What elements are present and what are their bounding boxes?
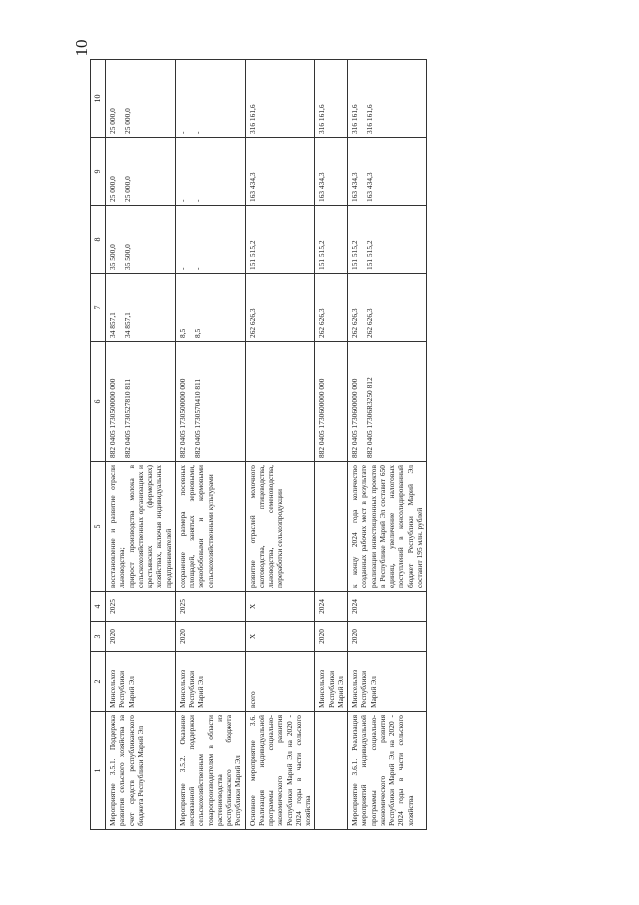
cell-col-9 [348, 138, 427, 206]
cell-col-10 [245, 60, 315, 138]
cell-line: 151 515,2 [247, 240, 257, 270]
table-row [106, 60, 176, 830]
cell-line: 8,5 [177, 328, 187, 338]
cell-line: 35 500,0 [108, 244, 117, 270]
cell-line: 882 0405 1730500000 000 [108, 378, 117, 458]
cell-col-8 [315, 206, 348, 274]
cell-col-10 [348, 60, 427, 138]
cell-col-4: X [245, 592, 315, 622]
cell-col-7 [348, 274, 427, 342]
cell-line: 163 434,3 [247, 172, 257, 202]
cell-line: 34 857,1 [123, 312, 133, 338]
cell-col-3: 2020 [315, 622, 348, 652]
cell-col-6 [106, 342, 176, 462]
column-header-3: 3 [91, 622, 106, 652]
cell-line: 882 0405 1730527810 811 [123, 378, 133, 458]
cell-col-8 [348, 206, 427, 274]
cell-line: 151 515,2 [350, 240, 359, 270]
cell-col-6 [245, 342, 315, 462]
cell-line: сохранение размера посевных площадей, занятых зерновыми, зернобобовыми и кормовыми сельскохозяйственными культурами [177, 465, 215, 588]
column-header-9: 9 [91, 138, 106, 206]
cell-col-6 [315, 342, 348, 462]
cell-line: 25 000,0 [123, 108, 133, 134]
cell-line: 163 434,3 [350, 172, 359, 202]
cell-line: 262 626,3 [365, 308, 375, 338]
cell-line: развитие отраслей молочного скотоводства, птицеводства, льноводства, семеноводства, переработки сельхозпродукции [247, 465, 285, 588]
column-header-6: 6 [91, 342, 106, 462]
page-number: 10 [72, 39, 91, 57]
cell-line: 25 000,0 [123, 176, 133, 202]
cell-col-9 [175, 138, 245, 206]
cell-col-7 [315, 274, 348, 342]
cell-col-3: X [245, 622, 315, 652]
table-row [315, 60, 348, 830]
column-header-10: 10 [91, 60, 106, 138]
cell-col-4: 2024 [348, 592, 427, 622]
cell-line: 151 515,2 [317, 240, 327, 270]
cell-line: - [177, 267, 187, 270]
cell-col-1: Основное мероприятие 3.6. Реализация индивидуальной программы социально-экономического развития Республики Марий Эл на 2020 - 2024 годы в части сельского хозяйства [245, 712, 315, 830]
cell-line: 262 626,3 [350, 308, 359, 338]
table-body [106, 60, 427, 830]
table-row [348, 60, 427, 830]
cell-col-10 [175, 60, 245, 138]
cell-line: 8,5 [193, 328, 202, 338]
column-header-2: 2 [91, 652, 106, 712]
cell-col-4: 2025 [106, 592, 176, 622]
cell-line: 34 857,1 [108, 312, 117, 338]
cell-line: - [177, 131, 187, 134]
cell-col-2: Минсельхоз Республики Марий Эл [315, 652, 348, 712]
cell-col-1 [315, 712, 348, 830]
cell-col-7 [175, 274, 245, 342]
cell-line: 316 161,6 [365, 104, 375, 134]
cell-col-2: всего [245, 652, 315, 712]
column-header-7: 7 [91, 274, 106, 342]
cell-line: 25 000,0 [108, 108, 117, 134]
cell-col-8 [175, 206, 245, 274]
cell-col-9 [315, 138, 348, 206]
cell-col-2: Минсельхоз Республики Марий Эл [106, 652, 176, 712]
cell-col-5 [315, 462, 348, 592]
cell-col-3: 2020 [175, 622, 245, 652]
cell-line: 316 161,6 [317, 104, 327, 134]
cell-line: - [193, 131, 202, 134]
cell-line: 151 515,2 [365, 240, 375, 270]
table-row [245, 60, 315, 830]
cell-line: 882 0405 1730600000 000 [350, 378, 359, 458]
cell-col-2: Минсельхоз Республики Марий Эл [348, 652, 427, 712]
cell-line: 35 500,0 [123, 244, 133, 270]
cell-col-5 [245, 462, 315, 592]
cell-col-7 [245, 274, 315, 342]
cell-col-1: Мероприятие 3.5.2. Оказание несвязанной поддержки сельскохозяйственным товаропроизводителям в области растениеводства из республиканского бюджета Республики Марий Эл [175, 712, 245, 830]
cell-line: прирост производства молока в сельскохозяйственных организациях и крестьянских (фермерских) хозяйствах, включая индивидуальных предпринимателей [126, 465, 173, 588]
budget-table-rotated [90, 60, 550, 830]
cell-line: 316 161,6 [247, 104, 257, 134]
cell-line: 262 626,3 [247, 308, 257, 338]
cell-line: 882 0405 17306R3250 812 [365, 377, 375, 458]
cell-line: 163 434,3 [365, 172, 375, 202]
cell-col-10 [106, 60, 176, 138]
table-header [91, 60, 106, 830]
cell-col-6 [175, 342, 245, 462]
column-header-4: 4 [91, 592, 106, 622]
cell-col-3: 2020 [348, 622, 427, 652]
cell-col-1: Мероприятие 3.5.1. Поддержка развития сельского хозяйства за счет средств республиканского бюджета Республики Марий Эл [106, 712, 176, 830]
cell-col-8 [245, 206, 315, 274]
cell-col-4: 2025 [175, 592, 245, 622]
cell-line: 262 626,3 [317, 308, 327, 338]
cell-col-7 [106, 274, 176, 342]
cell-col-4: 2024 [315, 592, 348, 622]
cell-col-5 [175, 462, 245, 592]
cell-line: 316 161,6 [350, 104, 359, 134]
cell-col-3: 2020 [106, 622, 176, 652]
cell-line: - [193, 199, 202, 202]
column-header-1: 1 [91, 712, 106, 830]
cell-line: к концу 2024 года количество созданных рабочих мест в результате реализации инвестиционных проектов в Республике Марий Эл составит 650 единиц, увеличение налоговых поступлений в консолидированный бюджет Республики Марий Эл составит 195 млн. рублей [350, 465, 424, 588]
cell-col-6 [348, 342, 427, 462]
cell-col-9 [245, 138, 315, 206]
cell-col-8 [106, 206, 176, 274]
cell-col-5 [348, 462, 427, 592]
cell-col-5 [106, 462, 176, 592]
cell-line: 882 0405 1730600000 000 [317, 378, 327, 458]
table-row [175, 60, 245, 830]
cell-line: 163 434,3 [317, 172, 327, 202]
cell-col-9 [106, 138, 176, 206]
cell-line: 882 0405 1730570410 811 [193, 378, 202, 458]
cell-line: - [177, 199, 187, 202]
cell-line: 25 000,0 [108, 176, 117, 202]
budget-table [90, 59, 427, 830]
cell-line: 882 0405 1730500000 000 [177, 378, 187, 458]
cell-line: - [193, 267, 202, 270]
column-header-5: 5 [91, 462, 106, 592]
cell-col-10 [315, 60, 348, 138]
cell-col-2: Минсельхоз Республики Марий Эл [175, 652, 245, 712]
column-header-8: 8 [91, 206, 106, 274]
cell-col-1: Мероприятие 3.6.1. Реализация мероприятий индивидуальной программы социально-экономического развития Республики Марий Эл на 2020 - 2024 годы в части сельского хозяйства [348, 712, 427, 830]
cell-line: восстановление и развитие отрасли льноводства; [108, 465, 127, 588]
